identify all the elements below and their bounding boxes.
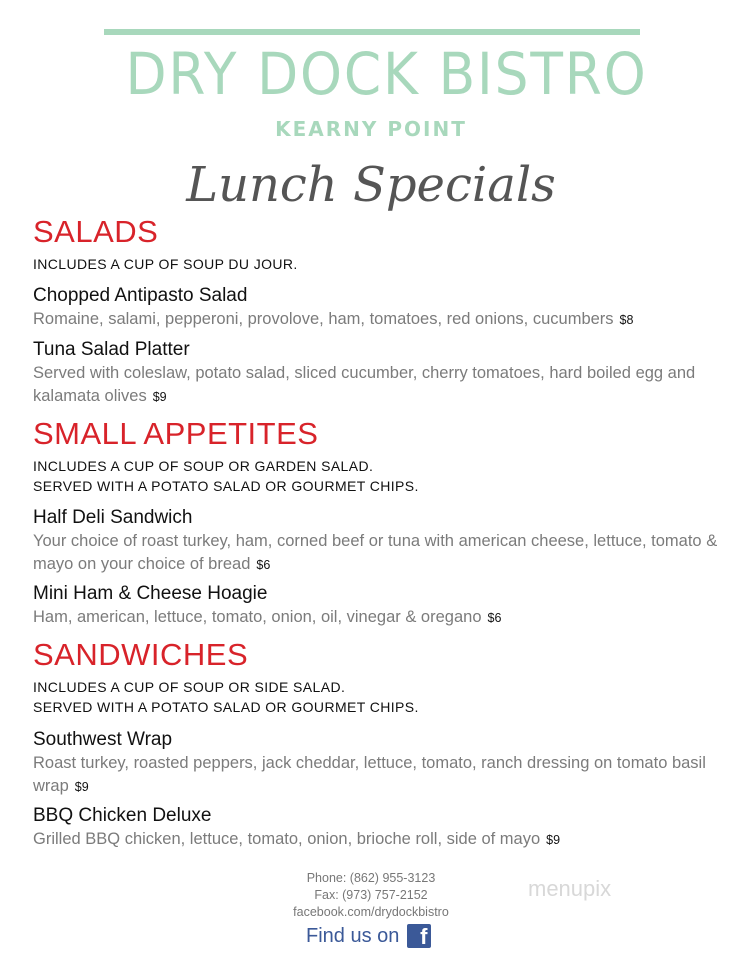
menupix-watermark: menupix (528, 876, 612, 901)
menu-item-name: Chopped Antipasto Salad (33, 285, 248, 306)
menu-item-price: $6 (487, 611, 502, 625)
phone-number: Phone: (862) 955-3123 (306, 871, 436, 885)
section-title-sandwiches: SANDWICHES (33, 637, 249, 672)
menu-item-description: Ham, american, lettuce, tomato, onion, oil, vinegar & oregano $6 (33, 608, 502, 626)
menu-item-description: Romaine, salami, pepperoni, provolove, ham, tomatoes, red onions, cucumbers $8 (33, 310, 634, 328)
section-note: SERVED WITH A POTATO SALAD OR GOURMET CHIPS. (33, 699, 419, 715)
menu-item-price: $9 (74, 780, 89, 794)
find-us-on-facebook-link[interactable] (306, 924, 431, 948)
fax-number: Fax: (973) 757-2152 (314, 888, 428, 902)
section-title-small-appetites: SMALL APPETITES (33, 416, 319, 451)
menu-title: Lunch Specials (186, 157, 556, 213)
menu-item-name: Half Deli Sandwich (33, 507, 193, 528)
location-name: KEARNY POINT (275, 117, 467, 141)
section-note: INCLUDES A CUP OF SOUP OR GARDEN SALAD. (33, 458, 374, 474)
brand-name: DRY DOCK BISTRO (125, 40, 648, 108)
menu-item-price: $6 (256, 558, 271, 572)
menu-item-price: $8 (619, 313, 634, 327)
section-note: SERVED WITH A POTATO SALAD OR GOURMET CHIPS. (33, 478, 419, 494)
menu-item-name: Southwest Wrap (33, 729, 173, 750)
menu-item-name: Tuna Salad Platter (33, 339, 190, 360)
header-rule (104, 29, 640, 35)
menu-item-price: $9 (152, 390, 167, 404)
section-note: INCLUDES A CUP OF SOUP OR SIDE SALAD. (33, 679, 346, 695)
find-us-label: Find us on (306, 924, 400, 947)
menu-item-price: $9 (546, 833, 561, 847)
facebook-url[interactable]: facebook.com/drydockbistro (293, 905, 449, 919)
menu-item-description: Grilled BBQ chicken, lettuce, tomato, onion, brioche roll, side of mayo $9 (33, 830, 561, 848)
section-title-salads: SALADS (33, 214, 159, 249)
menu-item-description: Served with coleslaw, potato salad, sliced cucumber, cherry tomatoes, hard boiled egg and kalamata olives $9 (33, 364, 696, 405)
menu-item-name: Mini Ham & Cheese Hoagie (33, 583, 268, 604)
menu-item-description: Roast turkey, roasted peppers, jack cheddar, lettuce, tomato, ranch dressing on tomato basil wrap $9 (33, 754, 706, 795)
section-note: INCLUDES A CUP OF SOUP DU JOUR. (33, 256, 298, 272)
menu-item-description: Your choice of roast turkey, ham, corned beef or tuna with american cheese, lettuce, tomato & mayo on your choice of bread $6 (33, 532, 718, 573)
menu-item-name: BBQ Chicken Deluxe (33, 805, 212, 826)
facebook-icon: f (407, 924, 431, 948)
